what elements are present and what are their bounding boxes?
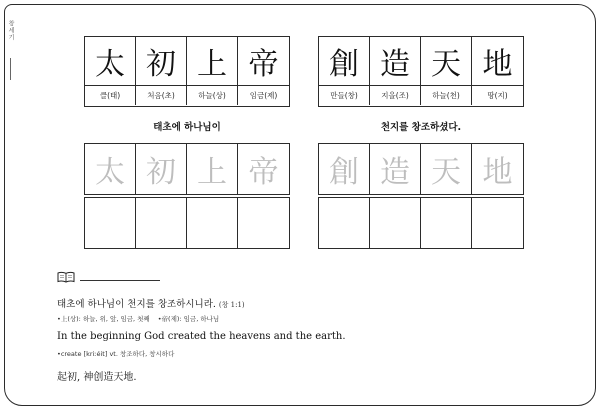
trace-cell: 地	[482, 155, 513, 190]
trace-cell: 太	[85, 144, 136, 194]
verse-korean-text: 태초에 하나님이 천지를 창조하시니라.	[57, 299, 216, 310]
trace-cell: 帝	[248, 155, 279, 190]
hanja-cell: 地	[482, 47, 513, 82]
writing-line	[80, 280, 160, 281]
practice-row	[84, 197, 290, 249]
hanja-row	[84, 36, 290, 86]
practice-cell[interactable]	[472, 198, 523, 248]
english-note: •create [kriːéit] vt. 창조하다, 창시하다	[57, 350, 175, 358]
reading-cell: 지을(조)	[370, 86, 421, 105]
verse-english: In the beginning God created the heavens and the earth.	[57, 331, 346, 342]
hanja-cell: 上	[187, 37, 238, 85]
verse-reference: (창 1:1)	[218, 301, 245, 309]
hanja-cell: 造	[370, 37, 421, 85]
reading-cell: 만들(창)	[319, 86, 370, 105]
reading-cell: 하늘(상)	[187, 86, 238, 105]
open-book-icon	[57, 271, 75, 283]
reading-row	[84, 86, 290, 107]
practice-cell[interactable]	[136, 198, 187, 248]
korean-note: •帝(제): 임금, 하나님	[157, 315, 220, 323]
trace-row	[318, 143, 524, 195]
trace-cell: 初	[136, 144, 187, 194]
hanja-cell: 創	[319, 37, 370, 85]
reading-cell: 처음(초)	[136, 86, 187, 105]
hanja-row	[318, 36, 524, 86]
reading-row	[318, 86, 524, 107]
phrase-label: 태초에 하나님이	[153, 122, 221, 133]
trace-row	[84, 143, 290, 195]
trace-cell: 創	[319, 144, 370, 194]
verse-chinese: 起初, 神创造天地.	[57, 372, 137, 383]
hanja-cell: 天	[421, 37, 472, 85]
trace-cell: 上	[187, 144, 238, 194]
reading-cell: 땅(지)	[487, 91, 508, 100]
reading-cell: 클(태)	[85, 86, 136, 105]
trace-cell: 造	[370, 144, 421, 194]
korean-note: •上(상): 하늘, 위, 앞, 임금, 첫째	[57, 315, 150, 323]
practice-cell[interactable]	[370, 198, 421, 248]
practice-cell[interactable]	[421, 198, 472, 248]
hanja-cell: 太	[85, 37, 136, 85]
practice-row	[318, 197, 524, 249]
practice-cell[interactable]	[319, 198, 370, 248]
reading-cell: 하늘(천)	[421, 86, 472, 105]
korean-notes	[57, 314, 219, 323]
trace-cell: 天	[421, 144, 472, 194]
reading-cell: 임금(제)	[249, 91, 278, 100]
practice-cell[interactable]	[187, 198, 238, 248]
side-divider	[10, 58, 11, 80]
verse-korean	[57, 296, 245, 310]
phrase-label: 천지를 창조하셨다.	[380, 122, 462, 133]
book-title: 창세기	[7, 20, 14, 41]
hanja-cell: 初	[136, 37, 187, 85]
practice-cell[interactable]	[238, 198, 289, 248]
hanja-cell: 帝	[248, 47, 279, 82]
practice-cell[interactable]	[85, 198, 136, 248]
